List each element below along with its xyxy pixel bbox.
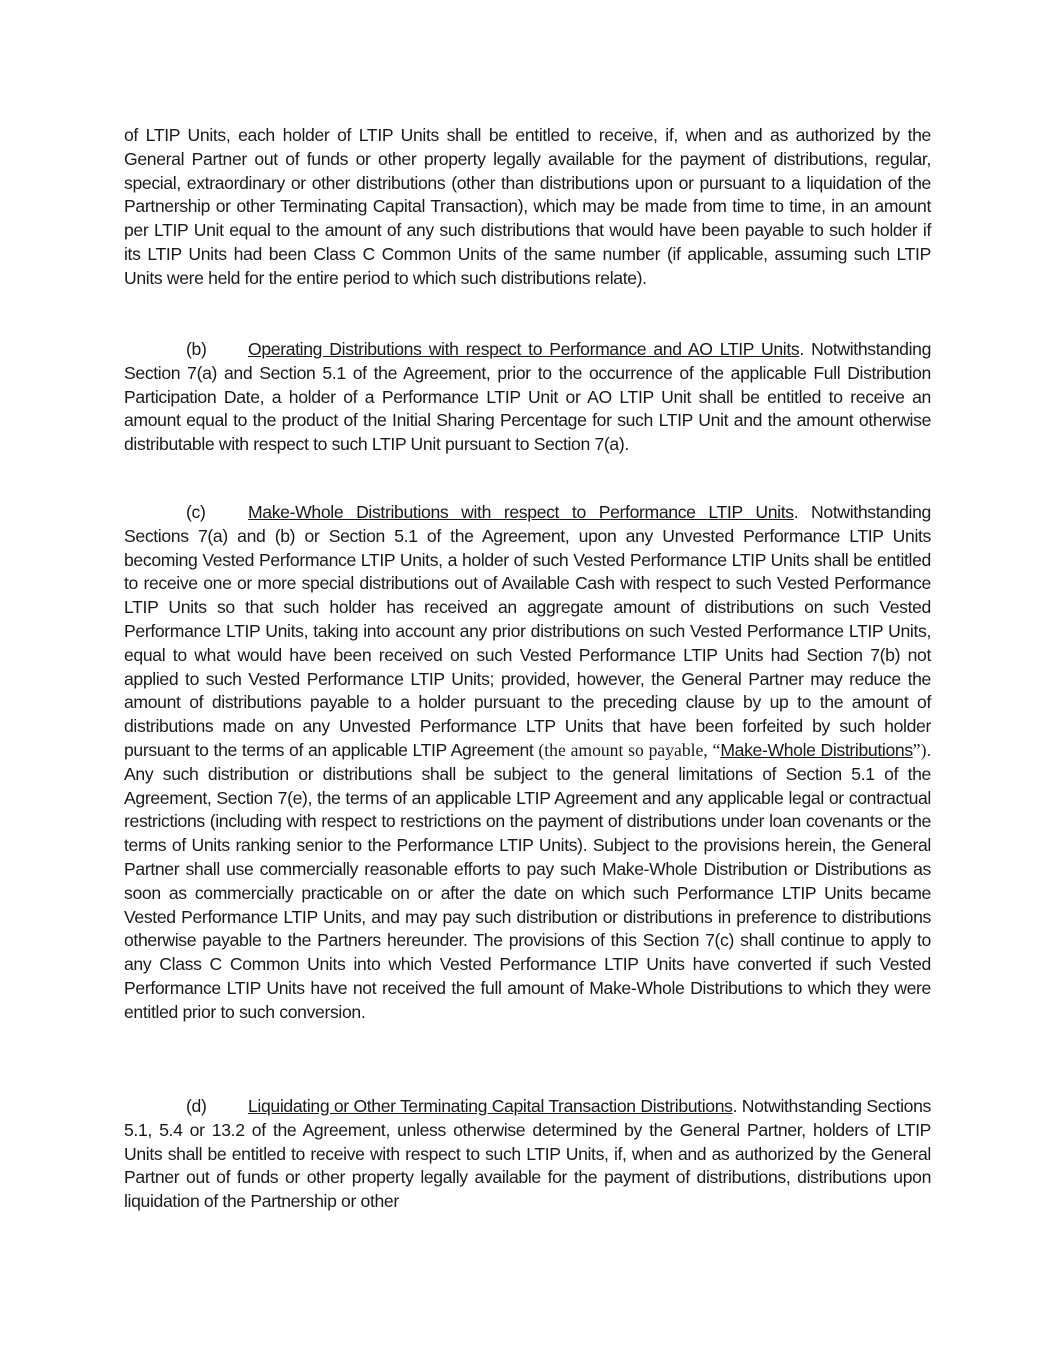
paragraph-d-text: . Notwithstanding Sections 5.1, 5.4 or 13.2 of the Agreement, unless otherwise determined by the General Partner, holders of LTIP Units shall be entitled to receive with respect to such LTIP Units, if, when and as authorized by the General Partner out of funds or other property legally available for the payment of distributions, distributions upon liquidation of the Partnership or other [124,1096,931,1212]
paragraph-c [124,501,931,1073]
paragraph-b-label: (b) [186,339,207,359]
paragraph-b-heading: Operating Distributions with respect to Performance and AO LTIP Units [248,339,800,359]
paragraph-c-text-2: . Any such distribution or distributions shall be subject to the general limitations of Section 5.1 of the Agreement, Section 7(e), the terms of an applicable LTIP Agreement and any applicable legal or contractual restrictions (including with respect to restrictions on the payment of distributions under loan covenants or the terms of Units ranking senior to the Performance LTIP Units). Subject to the provisions herein, the General Partner shall use commercially reasonable efforts to pay such Make-Whole Distribution or Distributions as soon as commercially practicable on or after the date on which such Performance LTIP Units became Vested Performance LTIP Units, and may pay such distribution or distributions in preference to distributions otherwise payable to the Partners hereunder. The provisions of this Section 7(c) shall continue to apply to any Class C Common Units into which Vested Performance LTIP Units have converted if such Vested Performance LTIP Units have not received the full amount of Make-Whole Distributions to which they were entitled prior to such conversion. [124,739,931,1022]
paragraph-c-text-1: . Notwithstanding Sections 7(a) and (b) or Section 5.1 of the Agreement, upon any Unvested Performance LTIP Units becoming Vested Performance LTIP Units, a holder of such Vested Performance LTIP Units shall be entitled to receive one or more special distributions out of Available Cash with respect to such Vested Performance LTIP Units so that such holder has received an aggregate amount of distributions on such Vested Performance LTIP Units, taking into account any prior distributions on such Vested Performance LTIP Units, equal to what would have been received on such Vested Performance LTIP Units had Section 7(b) not applied to such Vested Performance LTIP Units; provided, however, the General Partner may reduce the amount of distributions payable to a holder pursuant to the preceding clause by up to the amount of distributions made on any Unvested Performance LTP Units that have been forfeited by such holder pursuant to the terms of an applicable LTIP Agreement [124,502,931,760]
paragraph-b-text: . Notwithstanding Section 7(a) and Section 5.1 of the Agreement, prior to the occurrence of the applicable Full Distribution Participation Date, a holder of a Performance LTIP Unit or AO LTIP Unit shall be entitled to receive an amount equal to the product of the Initial Sharing Percentage for such LTIP Unit and the amount otherwise distributable with respect to such LTIP Unit pursuant to Section 7(a). [124,339,931,455]
paragraph-a-continuation [124,124,931,314]
paragraph-a-text: of LTIP Units, each holder of LTIP Units shall be entitled to receive, if, when and as authorized by the General Partner out of funds or other property legally available for the payment of distributions, regular, special, extraordinary or other distributions (other than distributions upon or pursuant to a liquidation of the Partnership or other Terminating Capital Transaction), which may be made from time to time, in an amount per LTIP Unit equal to the amount of any such distributions that would have been payable to such holder if its LTIP Units had been Class C Common Units of the same number (if applicable, assuming such LTIP Units were held for the entire period to which such distributions relate). [124,125,931,288]
paragraph-c-serif-open: (the amount so payable, “ [538,739,721,760]
paragraph-c-serif-close: ”) [912,739,927,760]
document-page [124,124,931,1236]
paragraph-d-label: (d) [186,1096,207,1116]
defined-term-make-whole: Make-Whole Distributions [720,739,913,760]
paragraph-b [124,338,931,480]
paragraph-d [124,1095,931,1214]
paragraph-c-heading: Make-Whole Distributions with respect to Performance LTIP Units [248,502,794,522]
paragraph-c-label: (c) [186,502,206,522]
paragraph-d-heading: Liquidating or Other Terminating Capital Transaction Distributions [248,1096,733,1116]
